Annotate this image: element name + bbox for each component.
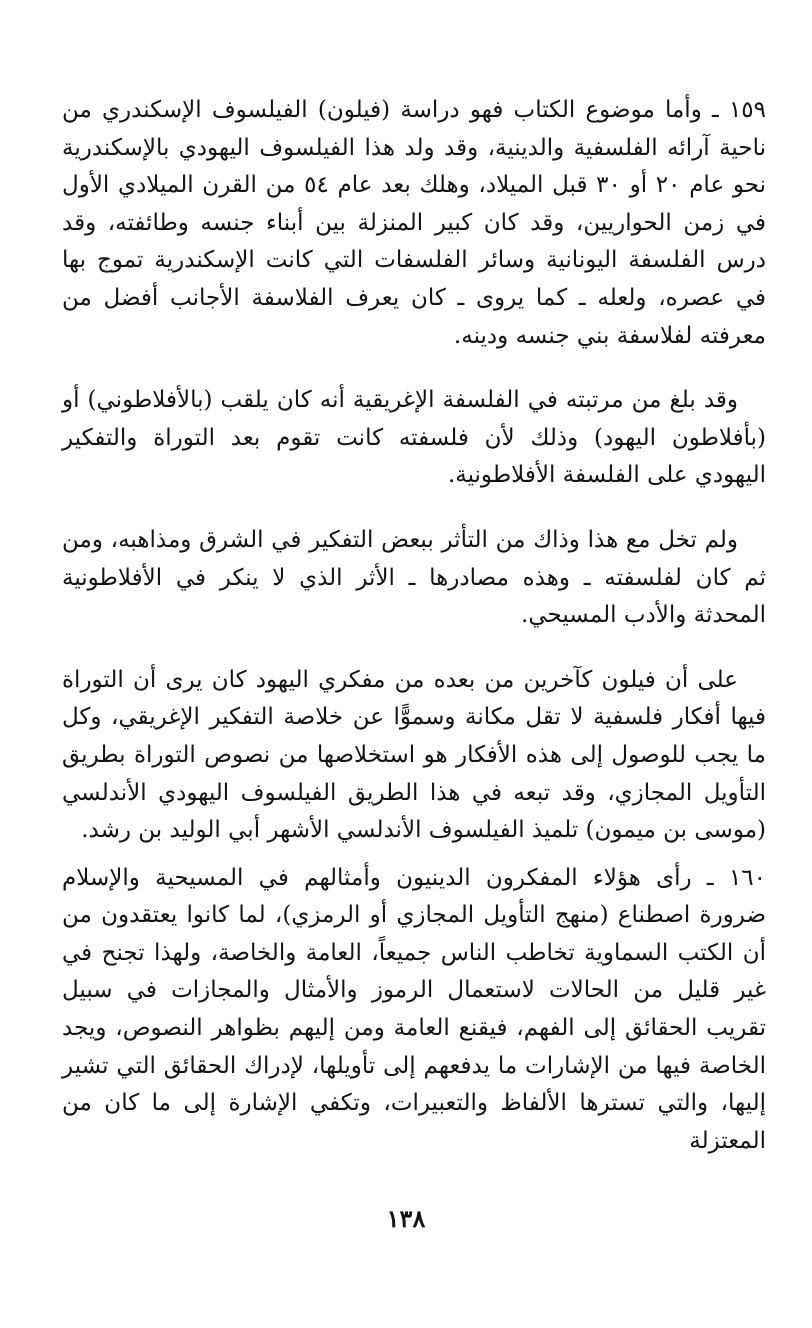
document-page	[62, 92, 766, 1272]
paragraph-platonic-title: وقد بلغ من مرتبته في الفلسفة الإغريقية أنه كان يلقب (بالأفلاطوني) أو (بأفلاطون اليهود) وذلك لأن فلسفته كانت تقوم بعد التوراة والتفكير اليهودي على الفلسفة الأفلاطونية.	[62, 387, 766, 489]
paragraph-allegorical-interpretation: على أن فيلون كآخرين من بعده من مفكري اليهود كان يرى أن التوراة فيها أفكار فلسفية لا تقل مكانة وسموًّا عن خلاصة التفكير الإغريقي، وكل ما يجب للوصول إلى هذه الأفكار هو استخلاصها من نصوص التوراة بطريق التأويل المجازي، وقد تبعه في هذا الطريق الفيلسوف اليهودي الأندلسي (موسى بن ميمون) تلميذ الفيلسوف الأندلسي الأشهر أبي الوليد بن رشد.	[62, 666, 766, 844]
paragraph-eastern-influence: ولم تخل مع هذا وذاك من التأثر ببعض التفكير في الشرق ومذاهبه، ومن ثم كان لفلسفته ـ وهذه مصادرها ـ الأثر الذي لا ينكر في الأفلاطونية المحدثة والأدب المسيحي.	[62, 526, 766, 629]
page-number: ١٣٨	[386, 1204, 426, 1233]
paragraph-159: ١٥٩ ـ وأما موضوع الكتاب فهو دراسة (فيلون) الفيلسوف الإسكندري من ناحية آرائه الفلسفية والدينية، وقد ولد هذا الفيلسوف اليهودي بالإسكندرية نحو عام ٢٠ أو ٣٠ قبل الميلاد، وهلك بعد عام ٥٤ من القرن الميلادي الأول في زمن الحواريين، وقد كان كبير المنزلة بين أبناء جنسه وطائفته، وقد درس الفلسفة اليونانية وسائر الفلسفات التي كانت الإسكندرية تموج بها في عصره، ولعله ـ كما يروى ـ كان يعرف الفلاسفة الأجانب أفضل من معرفته لفلاسفة بني جنسه ودينه.	[62, 97, 766, 349]
paragraph-160: ١٦٠ ـ رأى هؤلاء المفكرون الدينيون وأمثالهم في المسيحية والإسلام ضرورة اصطناع (منهج التأويل المجازي أو الرمزي)، لما كانوا يعتقدون من أن الكتب السماوية تخاطب الناس جميعاً، العامة والخاصة، ولهذا تجنح في غير قليل من الحالات لاستعمال الرموز والأمثال والمجازات في سبيل تقريب الحقائق إلى الفهم، فيقنع العامة ومن إليهم بظواهر النصوص، ويجد الخاصة فيها من الإشارات ما يدفعهم إلى تأويلها، لإدراك الحقائق التي تشير إليها، والتي تسترها الألفاظ والتعبيرات، وتكفي الإشارة إلى ما كان من المعتزلة	[62, 864, 766, 1154]
